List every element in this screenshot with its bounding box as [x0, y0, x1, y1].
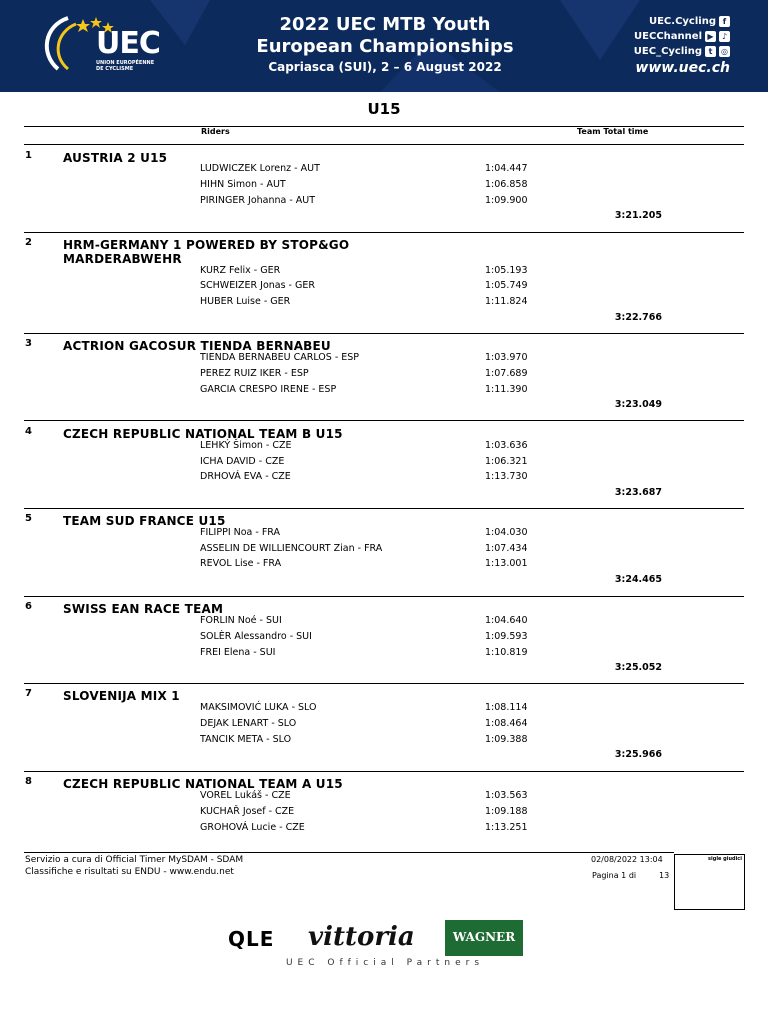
- team-total-time: 3:23.687: [614, 487, 662, 498]
- rider-time: 1:09.388: [485, 734, 528, 745]
- column-header-team-total: Team Total time: [577, 127, 649, 136]
- rider-time: 1:13.001: [485, 558, 528, 569]
- rider-name: SOLÈR Alessandro - SUI: [200, 631, 312, 642]
- team-divider: [24, 683, 744, 684]
- social-twitter[interactable]: [570, 44, 730, 59]
- rider-name: MAKSIMOVIĆ LUKA - SLO: [200, 702, 317, 713]
- rider-name: GROHOVÁ Lucie - CZE: [200, 822, 305, 833]
- team-name: AUSTRIA 2 U15: [63, 151, 168, 165]
- footer-results-link[interactable]: Classifiche e risultati su ENDU - www.endu.net: [25, 867, 234, 877]
- team-rank: 2: [25, 237, 32, 248]
- rider-time: 1:08.114: [485, 702, 528, 713]
- team-name: SLOVENIJA MIX 1: [63, 689, 180, 703]
- rider-time: 1:04.640: [485, 615, 528, 626]
- twitter-handle: UEC_Cycling: [633, 46, 702, 57]
- event-location-dates: Capriasca (SUI), 2 – 6 August 2022: [268, 60, 502, 74]
- event-title: [200, 14, 570, 75]
- rider-time: 1:07.434: [485, 543, 528, 554]
- rider-time: 1:13.251: [485, 822, 528, 833]
- rider-time: 1:05.749: [485, 280, 528, 291]
- team-divider: [24, 420, 744, 421]
- rider-name: ASSELIN DE WILLIENCOURT Zian - FRA: [200, 543, 383, 554]
- event-title-line1: 2022 UEC MTB Youth: [279, 14, 491, 35]
- social-youtube[interactable]: [570, 29, 730, 44]
- rider-name: REVOL Lise - FRA: [200, 558, 282, 569]
- footer-service: Servizio a cura di Official Timer MySDAM - SDAM: [25, 855, 244, 865]
- rider-name: LEHKÝ Šimon - CZE: [200, 440, 292, 451]
- rider-time: 1:13.730: [485, 471, 528, 482]
- rider-time: 1:07.689: [485, 368, 528, 379]
- rider-time: 1:08.464: [485, 718, 528, 729]
- tiktok-icon: ♪: [719, 31, 730, 42]
- rider-name: LUDWICZEK Lorenz - AUT: [200, 163, 320, 174]
- team-rank: 6: [25, 601, 32, 612]
- rider-time: 1:06.321: [485, 456, 528, 467]
- rider-time: 1:05.193: [485, 265, 528, 276]
- rider-time: 1:04.447: [485, 163, 528, 174]
- partner-logo-wagner: WAGNER: [445, 920, 523, 956]
- rider-time: 1:03.563: [485, 790, 528, 801]
- rider-time: 1:03.636: [485, 440, 528, 451]
- partner-logo-vittoria: vittoria: [308, 922, 415, 952]
- facebook-handle: UEC.Cycling: [648, 16, 716, 27]
- partners-caption: UEC Official Partners: [285, 958, 485, 968]
- signature-label: sigle giudici: [708, 856, 742, 862]
- event-title-line2: European Championships: [256, 36, 514, 57]
- team-rank: 7: [25, 688, 32, 699]
- rider-name: PEREZ RUIZ IKER - ESP: [200, 368, 309, 379]
- rider-time: 1:11.390: [485, 384, 528, 395]
- rider-time: 1:04.030: [485, 527, 528, 538]
- partners-strip: [148, 912, 622, 972]
- rider-time: 1:03.970: [485, 352, 528, 363]
- rider-name: TIENDA BERNABEU CARLOS - ESP: [200, 352, 360, 363]
- instagram-icon: ◎: [719, 46, 730, 57]
- rider-name: DRHOVÁ EVA - CZE: [200, 471, 291, 482]
- rider-name: ICHA DAVID - CZE: [200, 456, 285, 467]
- team-name: SWISS EAN RACE TEAM: [63, 602, 224, 616]
- team-name: HRM-GERMANY 1 POWERED BY STOP&GO MARDERABWEHR: [63, 238, 350, 266]
- rider-name: KUCHAŘ Josef - CZE: [200, 806, 295, 817]
- team-name: CZECH REPUBLIC NATIONAL TEAM B U15: [63, 427, 343, 441]
- rider-name: FORLIN Noé - SUI: [200, 615, 282, 626]
- rider-name: PIRINGER Johanna - AUT: [200, 195, 316, 206]
- rider-name: HUBER Luise - GER: [200, 296, 291, 307]
- team-name: TEAM SUD FRANCE U15: [63, 514, 226, 528]
- team-total-time: 3:21.205: [614, 210, 662, 221]
- team-total-time: 3:25.052: [614, 662, 662, 673]
- rider-name: DEJAK LENART - SLO: [200, 718, 297, 729]
- team-rank: 3: [25, 338, 32, 349]
- youtube-handle: UECChannel: [634, 31, 702, 42]
- footer-page-label: Pagina 1 di: [592, 871, 637, 880]
- rider-name: FREI Elena - SUI: [200, 647, 276, 658]
- rider-name: KURZ Felix - GER: [200, 265, 281, 276]
- team-divider: [24, 596, 744, 597]
- rider-time: 1:09.188: [485, 806, 528, 817]
- rider-name: VOREL Lukáš - CZE: [200, 790, 291, 801]
- rider-time: 1:06.858: [485, 179, 528, 190]
- team-name: ACTRION GACOSUR TIENDA BERNABEU: [63, 339, 331, 353]
- header-banner: [0, 0, 768, 92]
- team-name: CZECH REPUBLIC NATIONAL TEAM A U15: [63, 777, 343, 791]
- header-rule-bottom: [24, 144, 744, 145]
- partner-logo-qle: QLE: [228, 927, 275, 951]
- footer-datetime: 02/08/2022 13:04: [591, 855, 663, 864]
- social-links: [570, 14, 730, 76]
- rider-time: 1:10.819: [485, 647, 528, 658]
- column-header-riders: Riders: [201, 127, 230, 136]
- footer-credits: [25, 854, 243, 878]
- team-divider: [24, 508, 744, 509]
- rider-name: TANCIK META - SLO: [200, 734, 292, 745]
- category-title: U15: [367, 100, 401, 118]
- website-link[interactable]: www.uec.ch: [635, 60, 730, 76]
- team-total-time: 3:23.049: [614, 399, 662, 410]
- team-rank: 5: [25, 513, 32, 524]
- footer-page-total: 13: [659, 871, 670, 880]
- team-rank: 8: [25, 776, 32, 787]
- footer-rule: [24, 852, 674, 853]
- team-rank: 1: [25, 150, 32, 161]
- rider-name: HIHN Simon - AUT: [200, 179, 286, 190]
- team-divider: [24, 232, 744, 233]
- uec-logo-subtitle: UNION EUROPÉENNE DE CYCLISME: [96, 60, 155, 72]
- social-facebook[interactable]: [570, 14, 730, 29]
- team-rank: 4: [25, 426, 32, 437]
- judges-signature-box: [674, 854, 745, 910]
- team-divider: [24, 333, 744, 334]
- rider-name: SCHWEIZER Jonas - GER: [200, 280, 315, 291]
- rider-name: GARCIA CRESPO IRENE - ESP: [200, 384, 337, 395]
- team-total-time: 3:24.465: [614, 574, 662, 585]
- facebook-icon: f: [719, 16, 730, 27]
- rider-time: 1:09.593: [485, 631, 528, 642]
- uec-logo-text: UEC: [96, 26, 160, 61]
- team-total-time: 3:25.966: [614, 749, 662, 760]
- rider-time: 1:11.824: [485, 296, 528, 307]
- rider-name: FILIPPI Noa - FRA: [200, 527, 281, 538]
- team-total-time: 3:22.766: [614, 312, 662, 323]
- team-divider: [24, 771, 744, 772]
- rider-time: 1:09.900: [485, 195, 528, 206]
- youtube-icon: ▶: [705, 31, 716, 42]
- twitter-icon: t: [705, 46, 716, 57]
